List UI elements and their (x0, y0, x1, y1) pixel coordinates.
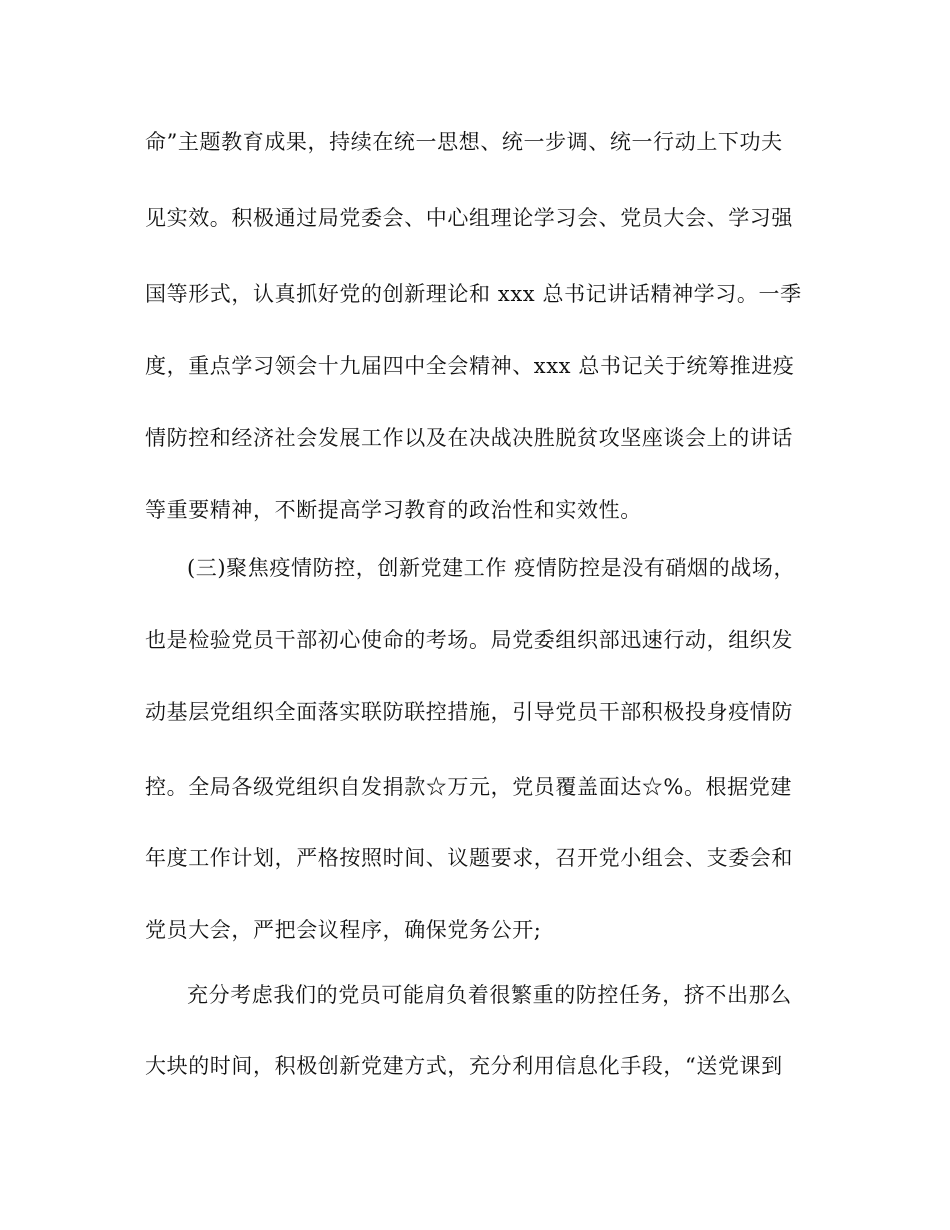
text-line: 度，重点学习领会十九届四中全会精神、xxx 总书记关于统筹推进疫 (145, 354, 795, 378)
text-line: 动基层党组织全面落实联防联控措施，引导党员干部积极投身疫情防 (145, 700, 793, 724)
paragraph-first-line: 充分考虑我们的党员可能肩负着很繁重的防控任务，挤不出那么 (187, 983, 792, 1007)
text-line: 等重要精神，不断提高学习教育的政治性和实效性。 (145, 498, 642, 522)
text-line: 党员大会，严把会议程序，确保党务公开; (145, 918, 542, 942)
text-line: 控。全局各级党组织自发捐款☆万元，党员覆盖面达☆%。根据党建 (145, 775, 792, 799)
text-line: 年度工作计划，严格按照时间、议题要求，召开党小组会、支委会和 (145, 846, 793, 870)
text-line: 也是检验党员干部初心使命的考场。局党委组织部迅速行动，组织发 (145, 628, 793, 652)
text-line: 见实效。积极通过局党委会、中心组理论学习会、党员大会、学习强 (145, 206, 793, 230)
text-line: 大块的时间，积极创新党建方式，充分利用信息化手段，“送党课到 (145, 1054, 783, 1078)
text-line: 情防控和经济社会发展工作以及在决战决胜脱贫攻坚座谈会上的讲话 (145, 426, 793, 450)
section-heading-line: (三)聚焦疫情防控，创新党建工作 疫情防控是没有硝烟的战场， (187, 556, 796, 580)
text-line: 国等形式，认真抓好党的创新理论和 xxx 总书记讲话精神学习。一季 (145, 282, 802, 306)
text-line: 命”主题教育成果，持续在统一思想、统一步调、统一行动上下功夫 (145, 130, 783, 154)
